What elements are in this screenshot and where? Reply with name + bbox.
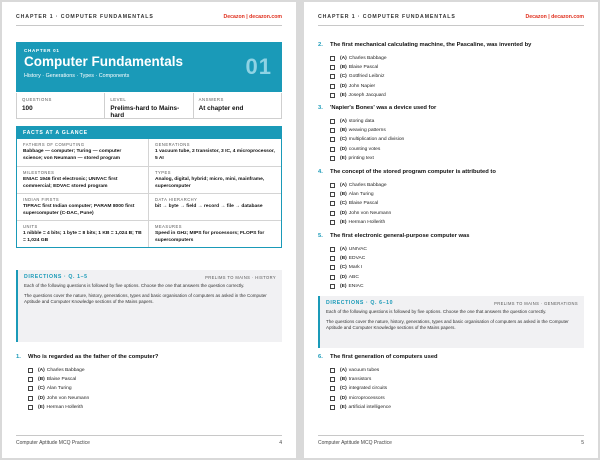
- option-item[interactable]: [330, 263, 584, 272]
- question-1: [16, 354, 282, 412]
- checkbox-icon[interactable]: [330, 183, 335, 188]
- fact-cell: [149, 193, 281, 220]
- option-letter: (D): [340, 146, 347, 152]
- checkbox-icon[interactable]: [28, 396, 33, 401]
- question-number: 2.: [318, 42, 323, 48]
- option-item[interactable]: [330, 91, 584, 100]
- option-text: counting votes: [348, 146, 381, 152]
- option-item[interactable]: [330, 254, 584, 263]
- page-footer: [318, 440, 584, 446]
- fact-text: TIFRAC first Indian computer; PARAM 8000 first supercomputer (C-DAC, Pune): [23, 204, 135, 216]
- checkbox-icon[interactable]: [330, 201, 335, 206]
- option-text: transistors: [348, 376, 372, 382]
- checkbox-icon[interactable]: [330, 128, 335, 133]
- option-list: [318, 181, 584, 227]
- option-letter: (E): [340, 404, 347, 410]
- meta-label: QUESTIONS: [22, 97, 52, 102]
- option-letter: (A): [340, 246, 347, 252]
- checkbox-icon[interactable]: [330, 265, 335, 270]
- question-text: The first mechanical calculating machine, the Pascaline, was invented by: [330, 42, 532, 48]
- option-item[interactable]: [330, 245, 584, 254]
- option-list: [318, 245, 584, 291]
- checkbox-icon[interactable]: [330, 65, 335, 70]
- page-number: 4: [279, 440, 282, 446]
- question-5: [318, 233, 584, 291]
- option-letter: (A): [340, 55, 347, 61]
- brand-label: Decazon | decazon.com: [525, 14, 584, 20]
- question-6: [318, 354, 584, 412]
- option-letter: (E): [340, 155, 347, 161]
- fact-text: 1 nibble = 4 bits; 1 byte = 8 bits; 1 KB = 1,024 B; TB = 1,024 GB: [23, 231, 142, 243]
- option-item[interactable]: [330, 282, 584, 291]
- chapter-number: 01: [245, 54, 272, 79]
- directions-text: The questions cover the nature, history, generations, types and basic organisation of computers as asked in the Computer Aptitude and Computer Knowledge sections of the Mains papers.: [326, 318, 569, 331]
- fact-text: 1 vacuum tube, 2 transistor, 3 IC, 4 microprocessor, 5 AI: [155, 149, 275, 161]
- option-letter: (A): [340, 367, 347, 373]
- checkbox-icon[interactable]: [330, 386, 335, 391]
- fact-label: GENERATIONS: [155, 142, 190, 147]
- checkbox-icon[interactable]: [330, 74, 335, 79]
- option-text: Mark I: [348, 265, 363, 271]
- option-text: Blaise Pascal: [348, 64, 379, 70]
- footer-title: Computer Aptitude MCQ Practice: [318, 440, 392, 446]
- option-letter: (D): [340, 274, 347, 280]
- option-letter: (B): [340, 191, 347, 197]
- option-item[interactable]: [330, 81, 584, 90]
- option-letter: (A): [340, 182, 347, 188]
- option-item[interactable]: [330, 366, 584, 375]
- checkbox-icon[interactable]: [330, 284, 335, 289]
- option-text: Charles Babbage: [348, 182, 387, 188]
- option-text: Alan Turing: [46, 386, 72, 392]
- directions-text: The questions cover the nature, history, generations, types and basic organisation of computers as asked in the Computer Aptitude and Computer Knowledge sections of the Mains papers.: [24, 292, 267, 305]
- option-item[interactable]: [330, 403, 584, 412]
- fact-label: UNITS: [23, 224, 38, 229]
- directions-title: DIRECTIONS · Q. 6–10: [326, 300, 394, 306]
- option-item[interactable]: [330, 393, 584, 402]
- directions-box: [318, 296, 584, 348]
- option-item[interactable]: [330, 208, 584, 217]
- option-text: UNIVAC: [348, 246, 367, 252]
- chapter-label: CHAPTER 1 · COMPUTER FUNDAMENTALS: [318, 14, 456, 20]
- option-list: [318, 366, 584, 412]
- option-letter: (C): [340, 74, 347, 80]
- option-text: integrated circuits: [348, 386, 388, 392]
- chapter-subtitle: History · Generations · Types · Components: [24, 72, 130, 79]
- checkbox-icon[interactable]: [330, 211, 335, 216]
- option-text: John von Neumann: [46, 395, 90, 401]
- option-letter: (C): [340, 137, 347, 143]
- meta-questions: [17, 93, 105, 118]
- option-item[interactable]: [330, 181, 584, 190]
- option-text: Blaise Pascal: [348, 201, 379, 207]
- checkbox-icon[interactable]: [330, 147, 335, 152]
- option-text: storing data: [348, 118, 375, 124]
- checkbox-icon[interactable]: [330, 156, 335, 161]
- option-item[interactable]: [28, 375, 282, 384]
- option-text: Herman Hollerith: [348, 219, 386, 225]
- option-letter: (A): [340, 118, 347, 124]
- checkbox-icon[interactable]: [28, 405, 33, 410]
- fact-text: bit → byte → field → record → file → database: [155, 204, 263, 209]
- checkbox-icon[interactable]: [330, 93, 335, 98]
- option-list: [318, 117, 584, 163]
- option-text: artificial intelligence: [348, 404, 391, 410]
- checkbox-icon[interactable]: [330, 56, 335, 61]
- meta-answers: [194, 93, 281, 118]
- option-item[interactable]: [330, 117, 584, 126]
- option-item[interactable]: [330, 384, 584, 393]
- fact-label: MEASURES: [155, 224, 182, 229]
- question-number: 6.: [318, 354, 323, 360]
- checkbox-icon[interactable]: [330, 137, 335, 142]
- checkbox-icon[interactable]: [330, 247, 335, 252]
- meta-level: [105, 93, 193, 118]
- option-text: John Napier: [348, 83, 376, 89]
- fact-text: Analog, digital, hybrid; micro, mini, mainframe, supercomputer: [155, 177, 265, 189]
- option-text: Charles Babbage: [46, 367, 85, 373]
- facts-at-a-glance: [16, 126, 282, 248]
- fact-label: DATA HIERARCHY: [155, 197, 198, 202]
- option-item[interactable]: [330, 54, 584, 63]
- option-item[interactable]: [330, 272, 584, 281]
- option-item[interactable]: [28, 366, 282, 375]
- option-item[interactable]: [330, 135, 584, 144]
- fact-label: FATHERS OF COMPUTING: [23, 142, 85, 147]
- checkbox-icon[interactable]: [330, 405, 335, 410]
- fact-cell: [17, 220, 149, 247]
- brand-label: Decazon | decazon.com: [223, 14, 282, 20]
- option-text: Blaise Pascal: [46, 376, 77, 382]
- checkbox-icon[interactable]: [28, 377, 33, 382]
- question-number: 1.: [16, 354, 21, 360]
- option-item[interactable]: [330, 375, 584, 384]
- option-letter: (C): [38, 386, 45, 392]
- footer-rule: [318, 435, 584, 436]
- question-text: Who is regarded as the father of the computer?: [28, 354, 159, 360]
- checkbox-icon[interactable]: [330, 377, 335, 382]
- chapter-kicker: CHAPTER 01: [24, 48, 60, 53]
- option-letter: (E): [340, 283, 347, 289]
- option-text: Herman Hollerith: [46, 404, 84, 410]
- checkbox-icon[interactable]: [28, 368, 33, 373]
- question-text: 'Napier's Bones' was a device used for: [330, 105, 437, 111]
- option-text: multiplication and division: [348, 137, 405, 143]
- question-number: 3.: [318, 105, 323, 111]
- option-list: [16, 366, 282, 412]
- question-number: 5.: [318, 233, 323, 239]
- header-rule: [16, 25, 282, 26]
- question-2: [318, 42, 584, 100]
- option-item[interactable]: [330, 190, 584, 199]
- option-letter: (A): [38, 367, 45, 373]
- facts-title: FACTS AT A GLANCE: [17, 127, 281, 139]
- meta-value: At chapter end: [198, 105, 244, 112]
- fact-text: Babbage — computer; Turing — computer science; von Neumann — stored program: [23, 149, 122, 161]
- option-text: weaving patterns: [348, 127, 386, 133]
- fact-cell: [17, 166, 149, 193]
- option-letter: (D): [38, 395, 45, 401]
- option-letter: (C): [340, 201, 347, 207]
- question-text: The first electronic general-purpose computer was: [330, 233, 470, 239]
- option-item[interactable]: [330, 72, 584, 81]
- chapter-label: CHAPTER 1 · COMPUTER FUNDAMENTALS: [16, 14, 154, 20]
- option-text: ENIAC: [348, 283, 364, 289]
- running-header: [318, 12, 584, 22]
- running-header: [16, 12, 282, 22]
- checkbox-icon[interactable]: [330, 119, 335, 124]
- option-text: EDVAC: [348, 255, 366, 261]
- question-text: The first generation of computers used: [330, 354, 438, 360]
- option-letter: (B): [340, 127, 347, 133]
- checkbox-icon[interactable]: [330, 368, 335, 373]
- option-text: vacuum tubes: [348, 367, 380, 373]
- fact-cell: [17, 139, 149, 166]
- meta-value: Prelims-hard to Mains-hard: [110, 105, 180, 119]
- meta-value: 100: [22, 105, 33, 112]
- option-letter: (E): [38, 404, 45, 410]
- option-item[interactable]: [330, 126, 584, 135]
- option-item[interactable]: [28, 393, 282, 402]
- option-item[interactable]: [330, 199, 584, 208]
- option-letter: (E): [340, 92, 347, 98]
- checkbox-icon[interactable]: [330, 192, 335, 197]
- question-text: The concept of the stored program computer is attributed to: [330, 169, 496, 175]
- meta-label: LEVEL: [110, 97, 127, 102]
- right-page: [304, 2, 598, 458]
- checkbox-icon[interactable]: [28, 386, 33, 391]
- directions-tag: PRELIMS TO MAINS · HISTORY: [205, 274, 276, 280]
- option-item[interactable]: [330, 144, 584, 153]
- option-text: Charles Babbage: [348, 55, 387, 61]
- option-text: John von Neumann: [348, 210, 392, 216]
- fact-cell: [149, 139, 281, 166]
- option-text: Alan Turing: [348, 191, 374, 197]
- chapter-meta: [16, 93, 282, 119]
- option-item[interactable]: [28, 384, 282, 393]
- option-item[interactable]: [330, 154, 584, 163]
- page-number: 5: [581, 440, 584, 446]
- option-text: Gottfried Leibniz: [348, 74, 385, 80]
- option-letter: (D): [340, 395, 347, 401]
- directions-text: Each of the following questions is followed by five options. Choose the one that answers the question correctly.: [326, 309, 547, 314]
- option-text: ABC: [348, 274, 359, 280]
- option-letter: (B): [340, 255, 347, 261]
- option-text: printing text: [348, 155, 374, 161]
- checkbox-icon[interactable]: [330, 275, 335, 280]
- option-item[interactable]: [330, 218, 584, 227]
- checkbox-icon[interactable]: [330, 84, 335, 89]
- meta-label: ANSWERS: [198, 97, 224, 102]
- facts-grid: [17, 139, 281, 247]
- footer-rule: [16, 435, 282, 436]
- option-letter: (B): [340, 376, 347, 382]
- option-letter: (B): [340, 64, 347, 70]
- left-page: [2, 2, 296, 458]
- checkbox-icon[interactable]: [330, 256, 335, 261]
- option-text: Joseph Jacquard: [348, 92, 386, 98]
- checkbox-icon[interactable]: [330, 220, 335, 225]
- option-letter: (E): [340, 219, 347, 225]
- question-number: 4.: [318, 169, 323, 175]
- fact-label: MILESTONES: [23, 170, 55, 175]
- chapter-hero: [16, 42, 282, 92]
- option-text: microprocessors: [348, 395, 385, 401]
- directions-text: Each of the following questions is followed by five options. Choose the one that answers the question correctly.: [24, 283, 245, 288]
- option-item[interactable]: [28, 403, 282, 412]
- fact-cell: [149, 220, 281, 247]
- header-rule: [318, 25, 584, 26]
- fact-text: ENIAC 1946 first electronic; UNIVAC first commercial; EDVAC stored program: [23, 177, 118, 189]
- question-3: [318, 105, 584, 163]
- directions-tag: PRELIMS TO MAINS · GENERATIONS: [494, 300, 578, 306]
- fact-label: TYPES: [155, 170, 171, 175]
- checkbox-icon[interactable]: [330, 396, 335, 401]
- option-item[interactable]: [330, 63, 584, 72]
- fact-label: INDIAN FIRSTS: [23, 197, 60, 202]
- directions-box: [16, 270, 282, 342]
- fact-cell: [149, 166, 281, 193]
- directions-title: DIRECTIONS · Q. 1–5: [24, 274, 88, 280]
- option-letter: (D): [340, 210, 347, 216]
- fact-cell: [17, 193, 149, 220]
- option-letter: (C): [340, 265, 347, 271]
- option-letter: (B): [38, 376, 45, 382]
- fact-text: Speed in GHz; MIPS for processors; FLOPS for supercomputers: [155, 231, 265, 243]
- chapter-title: Computer Fundamentals: [24, 54, 184, 69]
- question-4: [318, 169, 584, 227]
- option-letter: (C): [340, 386, 347, 392]
- option-letter: (D): [340, 83, 347, 89]
- page-footer: [16, 440, 282, 446]
- footer-title: Computer Aptitude MCQ Practice: [16, 440, 90, 446]
- option-list: [318, 54, 584, 100]
